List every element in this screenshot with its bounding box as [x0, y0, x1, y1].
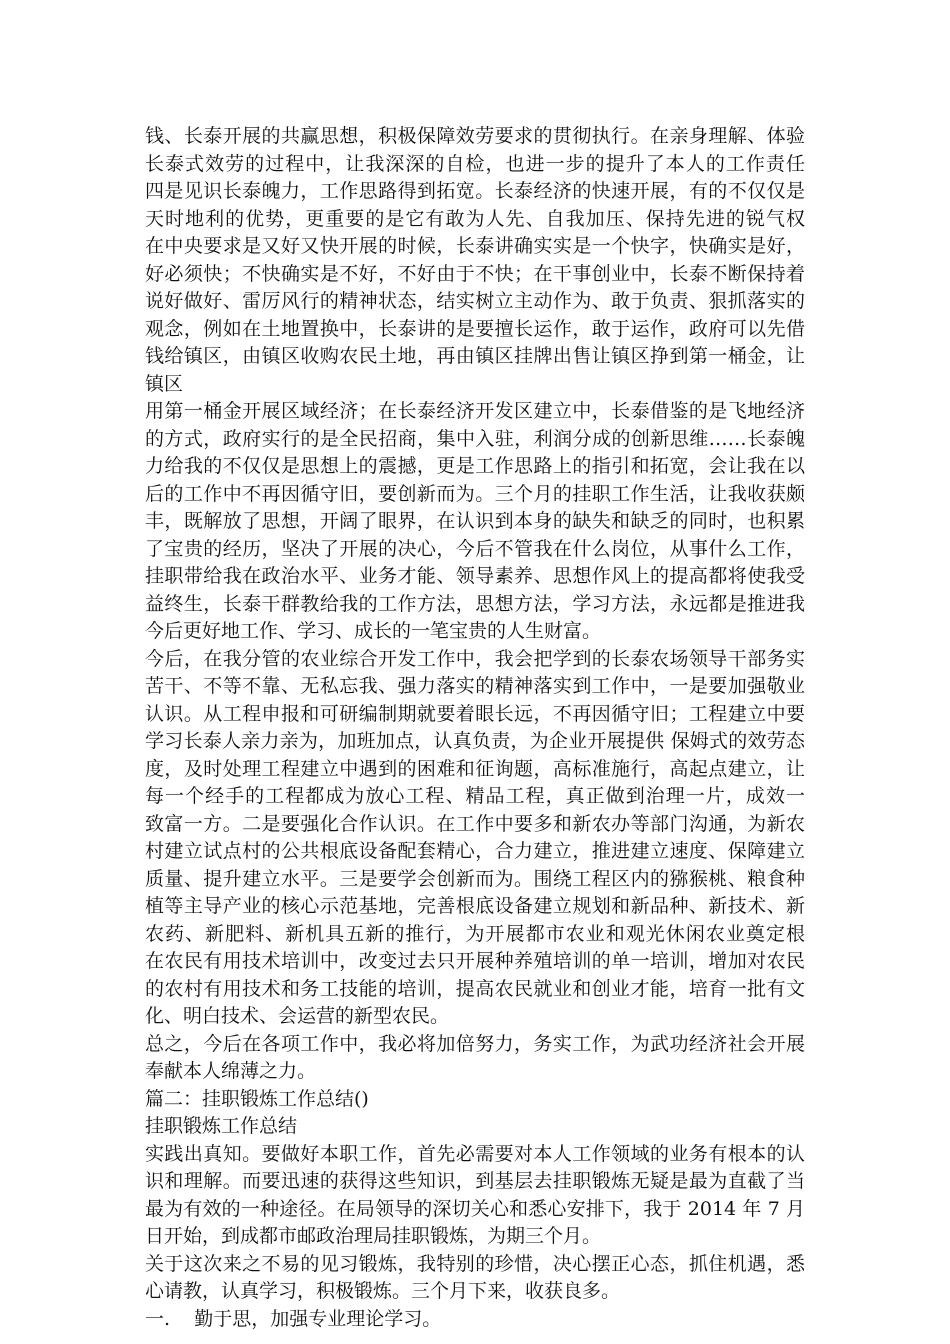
text-line: 丰，既解放了思想，开阔了眼界，在认识到本身的缺失和缺乏的同时，也积累 [145, 510, 805, 532]
text-line: 奉献本人绵薄之力。 [145, 1060, 317, 1082]
text-line: 化、明白技术、会运营的新型农民。 [145, 1005, 450, 1027]
text-line: 识和理解。而要迅速的获得这些知识，到基层去挂职锻炼无疑是最为直截了当 [145, 1170, 805, 1192]
text-line: 致富一方。二是要强化合作认识。在工作中要多和新农办等部门沟通，为新农 [145, 812, 805, 835]
text-line: 四是见识长泰魄力，工作思路得到拓宽。长泰经济的快速开展，有的不仅仅是 [145, 180, 805, 202]
text-line: 钱、长泰开展的共赢思想，积极保障效劳要求的贯彻执行。在亲身理解、体验 [145, 125, 805, 147]
text-line: 在农民有用技术培训中，改变过去只开展种养殖培训的单一培训，增加对农民 [145, 950, 805, 972]
text-line: 今后更好地工作、学习、成长的一笔宝贵的人生财富。 [145, 620, 602, 642]
text-line: 力给我的不仅仅是思想上的震撼，更是工作思路上的指引和拓宽，会让我在以 [145, 455, 805, 477]
text-line: 钱给镇区，由镇区收购农民土地，再由镇区挂牌出售让镇区挣到第一桶金，让 [145, 345, 805, 367]
text-line: 的农村有用技术和务工技能的培训，提高农民就业和创业才能，培育一批有文 [145, 977, 805, 1000]
list-item: 一. 勤于思，加强专业理论学习。 [145, 1307, 442, 1330]
text-line: 村建立试点村的公共根底设备配套精心，合力建立，推进建立速度、保障建立 [145, 840, 805, 862]
text-line: 镇区 [145, 372, 184, 395]
text-line: 了宝贵的经历，坚决了开展的决心，今后不管我在什么岗位，从事什么工作， [145, 537, 805, 560]
text-line: 益终生，长泰干群教给我的工作方法，思想方法，学习方法，永远都是推进我 [145, 592, 805, 615]
text-line: 观念，例如在土地置换中，长泰讲的是要擅长运作，敢于运作，政府可以先借 [145, 317, 805, 340]
text-line: 的方式，政府实行的是全民招商，集中入驻，利润分成的创新思维……长泰魄 [145, 427, 805, 450]
text-line: 最为有效的一种途径。在局领导的深切关心和悉心安排下，我于 2014 年 7 月 [145, 1197, 805, 1220]
text-line: 实践出真知。要做好本职工作，首先必需要对本人工作领域的业务有根本的认 [145, 1142, 805, 1165]
text-line: 天时地利的优势，更重要的是它有敢为人先、自我加压、保持先进的锐气权 [145, 207, 805, 230]
document-title: 挂职锻炼工作总结 [145, 1115, 298, 1137]
text-line: 植等主导产业的核心示范基地，完善根底设备建立规划和新品种、新技术、新 [145, 895, 805, 917]
text-line: 心请教，认真学习，积极锻炼。三个月下来，收获良多。 [145, 1280, 621, 1302]
text-line: 苦干、不等不靠、无私忘我、强力落实的精神落实到工作中，一是要加强敬业 [145, 675, 805, 697]
text-line: 在中央要求是又好又快开展的时候，长泰讲确实实是一个快字，快确实是好， [145, 235, 805, 257]
text-line: 挂职带给我在政治水平、业务才能、领导素养、思想作风上的提高都将使我受 [145, 565, 805, 587]
text-line: 农药、新肥料、新机具五新的推行，为开展都市农业和观光休闲农业奠定根 [145, 922, 805, 945]
text-line: 好必须快；不快确实是不好，不好由于不快；在干事创业中，长泰不断保持着 [145, 262, 805, 285]
text-line: 长泰式效劳的过程中，让我深深的自检，也进一步的提升了本人的工作责任 [145, 152, 805, 175]
text-line: 学习长泰人亲力亲为，加班加点，认真负责，为企业开展提供 保姆式的效劳态 [145, 730, 805, 752]
text-line: 每一个经手的工程都成为放心工程、精品工程，真正做到治理一片，成效一 [145, 785, 805, 807]
text-line: 今后，在我分管的农业综合开发工作中，我会把学到的长泰农场领导干部务实 [145, 647, 805, 670]
text-line: 质量、提升建立水平。三是要学会创新而为。围绕工程区内的猕猴桃、粮食种 [145, 867, 805, 890]
text-line: 度，及时处理工程建立中遇到的困难和征询题，高标准施行，高起点建立，让 [145, 757, 805, 780]
text-line: 用第一桶金开展区域经济；在长泰经济开发区建立中，长泰借鉴的是飞地经济 [145, 400, 805, 422]
section-heading: 篇二：挂职锻炼工作总结() [145, 1087, 369, 1110]
text-line: 日开始，到成都市邮政治理局挂职锻炼，为期三个月。 [145, 1225, 602, 1247]
text-line: 说好做好、雷厉风行的精神状态，结实树立主动作为、敢于负责、狠抓落实的 [145, 290, 805, 312]
text-line: 总之，今后在各项工作中，我必将加倍努力，务实工作，为武功经济社会开展 [145, 1032, 805, 1055]
text-line: 关于这次来之不易的见习锻炼，我特别的珍惜，决心摆正心态，抓住机遇，悉 [145, 1252, 805, 1275]
text-line: 后的工作中不再因循守旧，要创新而为。三个月的挂职工作生活，让我收获颇 [145, 482, 805, 505]
document-page [145, 123, 805, 1333]
text-line: 认识。从工程申报和可研编制期就要着眼长远，不再因循守旧；工程建立中要 [145, 702, 805, 725]
